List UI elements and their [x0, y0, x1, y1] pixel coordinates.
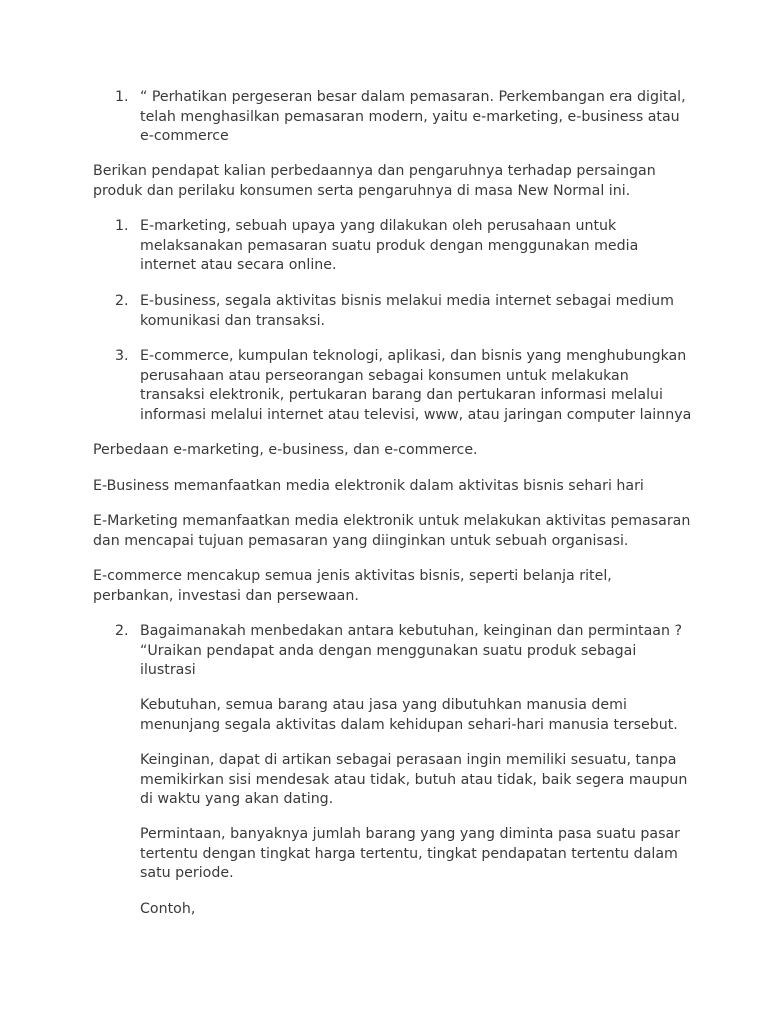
answer-contoh: Contoh, — [140, 901, 196, 917]
difference-emarketing: E-Marketing memanfaatkan media elektronik untuk melakukan aktivitas pemasaran dan mencapai tujuan pemasaran yang diinginkan untuk sebuah organisasi. — [93, 513, 691, 549]
difference-ebusiness: E-Business memanfaatkan media elektronik dalam aktivitas bisnis sehari hari — [93, 478, 644, 494]
definition-text: E-business, segala aktivitas bisnis melakui media internet sebagai medium komunikasi dan transaksi. — [140, 293, 674, 329]
definition-item — [93, 347, 693, 425]
definition-item — [93, 217, 693, 276]
difference-heading: Perbedaan e-marketing, e-business, dan e-commerce. — [93, 442, 478, 458]
answer-keinginan: Keinginan, dapat di artikan sebagai perasaan ingin memiliki sesuatu, tanpa memikirkan sisi mendesak atau tidak, butuh atau tidak, baik segera maupun di waktu yang akan dating. — [140, 752, 688, 807]
definition-text: E-marketing, sebuah upaya yang dilakukan oleh perusahaan untuk melaksanakan pemasaran suatu produk dengan menggunakan media internet atau secara online. — [140, 218, 639, 273]
question-1 — [93, 88, 693, 147]
definition-item — [93, 292, 693, 331]
question-1-number: 1. — [115, 89, 129, 105]
definition-number: 1. — [115, 218, 129, 234]
question-1-text: “ Perhatikan pergeseran besar dalam pemasaran. Perkembangan era digital, telah menghasilkan pemasaran modern, yaitu e-marketing, e-business atau e-commerce — [140, 89, 686, 144]
question-2-text: Bagaimanakah menbedakan antara kebutuhan, keinginan dan permintaan ? “Uraikan pendapat anda dengan menggunakan suatu produk sebagai ilustrasi — [140, 623, 682, 678]
question-2 — [93, 622, 693, 681]
difference-ecommerce: E-commerce mencakup semua jenis aktivitas bisnis, seperti belanja ritel, perbankan, investasi dan persewaan. — [93, 568, 612, 604]
question-1-instruction: Berikan pendapat kalian perbedaannya dan pengaruhnya terhadap persaingan produk dan perilaku konsumen serta pengaruhnya di masa New Normal ini. — [93, 163, 656, 199]
definition-number: 3. — [115, 348, 129, 364]
definition-number: 2. — [115, 293, 129, 309]
answer-kebutuhan: Kebutuhan, semua barang atau jasa yang dibutuhkan manusia demi menunjang segala aktivitas dalam kehidupan sehari-hari manusia tersebut. — [140, 697, 678, 733]
answer-permintaan: Permintaan, banyaknya jumlah barang yang yang diminta pasa suatu pasar tertentu dengan tingkat harga tertentu, tingkat pendapatan tertentu dalam satu periode. — [140, 826, 681, 881]
definition-text: E-commerce, kumpulan teknologi, aplikasi, dan bisnis yang menghubungkan perusahaan atau perseorangan sebagai konsumen untuk melakukan transaksi elektronik, pertukaran barang dan pertukaran informasi melalui informasi melalui internet atau televisi, www, atau jaringan computer lainnya — [140, 348, 692, 423]
question-2-number: 2. — [115, 623, 129, 639]
